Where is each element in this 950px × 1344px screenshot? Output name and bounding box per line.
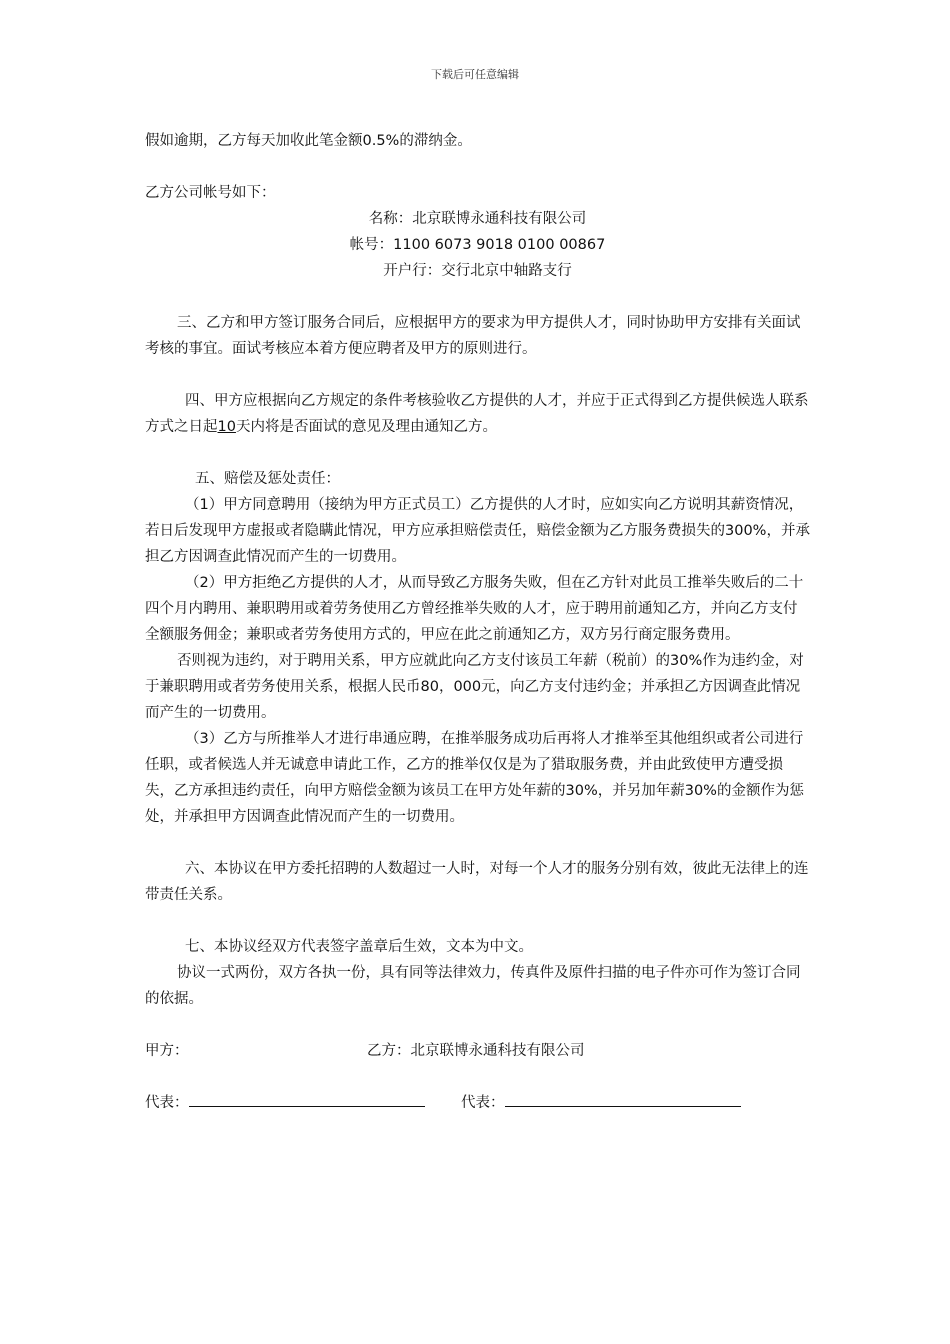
account-name: 名称：北京联博永通科技有限公司 [368, 211, 587, 227]
document-body [145, 128, 810, 1116]
clause-7b: 协议一式两份，双方各执一份，具有同等法律效力，传真件及原件扫描的电子件亦可作为签订合同的依据。 [145, 965, 801, 1007]
account-number: 帐号：1100 6073 9018 0100 00867 [349, 237, 606, 253]
party-a-label: 甲方： [145, 1043, 189, 1059]
clause-5-item-1: （1）甲方同意聘用（接纳为甲方正式员工）乙方提供的人才时，应如实向乙方说明其薪资情况，若日后发现甲方虚报或者隐瞒此情况，甲方应承担赔偿责任，赔偿金额为乙方服务费损失的300%，并承担乙方因调查此情况而产生的一切费用。 [145, 497, 810, 565]
rep-a-signature-line[interactable] [189, 1090, 425, 1107]
account-intro: 乙方公司帐号如下： [145, 185, 276, 201]
clause-4 [145, 388, 810, 440]
clause-5-item-2: （2）甲方拒绝乙方提供的人才，从而导致乙方服务失败，但在乙方针对此员工推举失败后的二十四个月内聘用、兼职聘用或着劳务使用乙方曾经推举失败的人才，应于聘用前通知乙方，并向乙方支付全额服务佣金；兼职或者劳务使用方式的，甲应在此之前通知乙方，双方另行商定服务费用。 [145, 575, 804, 643]
clause-4-text-after: 天内将是否面试的意见及理由通知乙方。 [235, 419, 497, 435]
rep-a-label: 代表： [145, 1095, 189, 1111]
clause-5-item-2b: 否则视为违约，对于聘用关系，甲方应就此向乙方支付该员工年薪（税前）的30%作为违约金，对于兼职聘用或者劳务使用关系，根据人民币80，000元，向乙方支付违约金；并承担乙方因调查此情况而产生的一切费用。 [145, 653, 804, 721]
signature-parties-row [145, 1038, 810, 1064]
rep-b-label: 代表： [461, 1095, 505, 1111]
rep-b [461, 1090, 505, 1116]
account-bank: 开户行：交行北京中轴路支行 [383, 263, 572, 279]
signature-representatives-row [145, 1090, 810, 1116]
rep-a [145, 1090, 189, 1116]
page-header: 下载后可任意编辑 [431, 68, 519, 81]
clause-5-title: 五、赔偿及惩处责任： [195, 471, 340, 487]
rep-b-signature-line[interactable] [505, 1090, 741, 1107]
clause-7: 七、本协议经双方代表签字盖章后生效，文本为中文。 [185, 939, 533, 955]
clause-4-text-before: 四、甲方应根据向乙方规定的条件考核验收乙方提供的人才，并应于正式得到乙方提供候选人联系方式之日起 [145, 393, 809, 435]
clause-4-days: 10 [217, 419, 236, 435]
clause-5-item-3: （3）乙方与所推举人才进行串通应聘，在推举服务成功后再将人才推举至其他组织或者公司进行任职，或者候选人并无诚意申请此工作，乙方的推举仅仅是为了猎取服务费，并由此致使甲方遭受损失，乙方承担违约责任，向甲方赔偿金额为该员工在甲方处年薪的30%，并另加年薪30%的金额作为惩处，并承担甲方因调查此情况而产生的一切费用。 [145, 731, 804, 825]
party-b-label: 乙方：北京联博永通科技有限公司 [367, 1043, 585, 1059]
clause-6: 六、本协议在甲方委托招聘的人数超过一人时，对每一个人才的服务分别有效，彼此无法律上的连带责任关系。 [145, 861, 809, 903]
overdue-paragraph: 假如逾期，乙方每天加收此笔金额0.5%的滞纳金。 [145, 133, 472, 149]
clause-3: 三、乙方和甲方签订服务合同后，应根据甲方的要求为甲方提供人才，同时协助甲方安排有关面试考核的事宜。面试考核应本着方便应聘者及甲方的原则进行。 [145, 315, 801, 357]
